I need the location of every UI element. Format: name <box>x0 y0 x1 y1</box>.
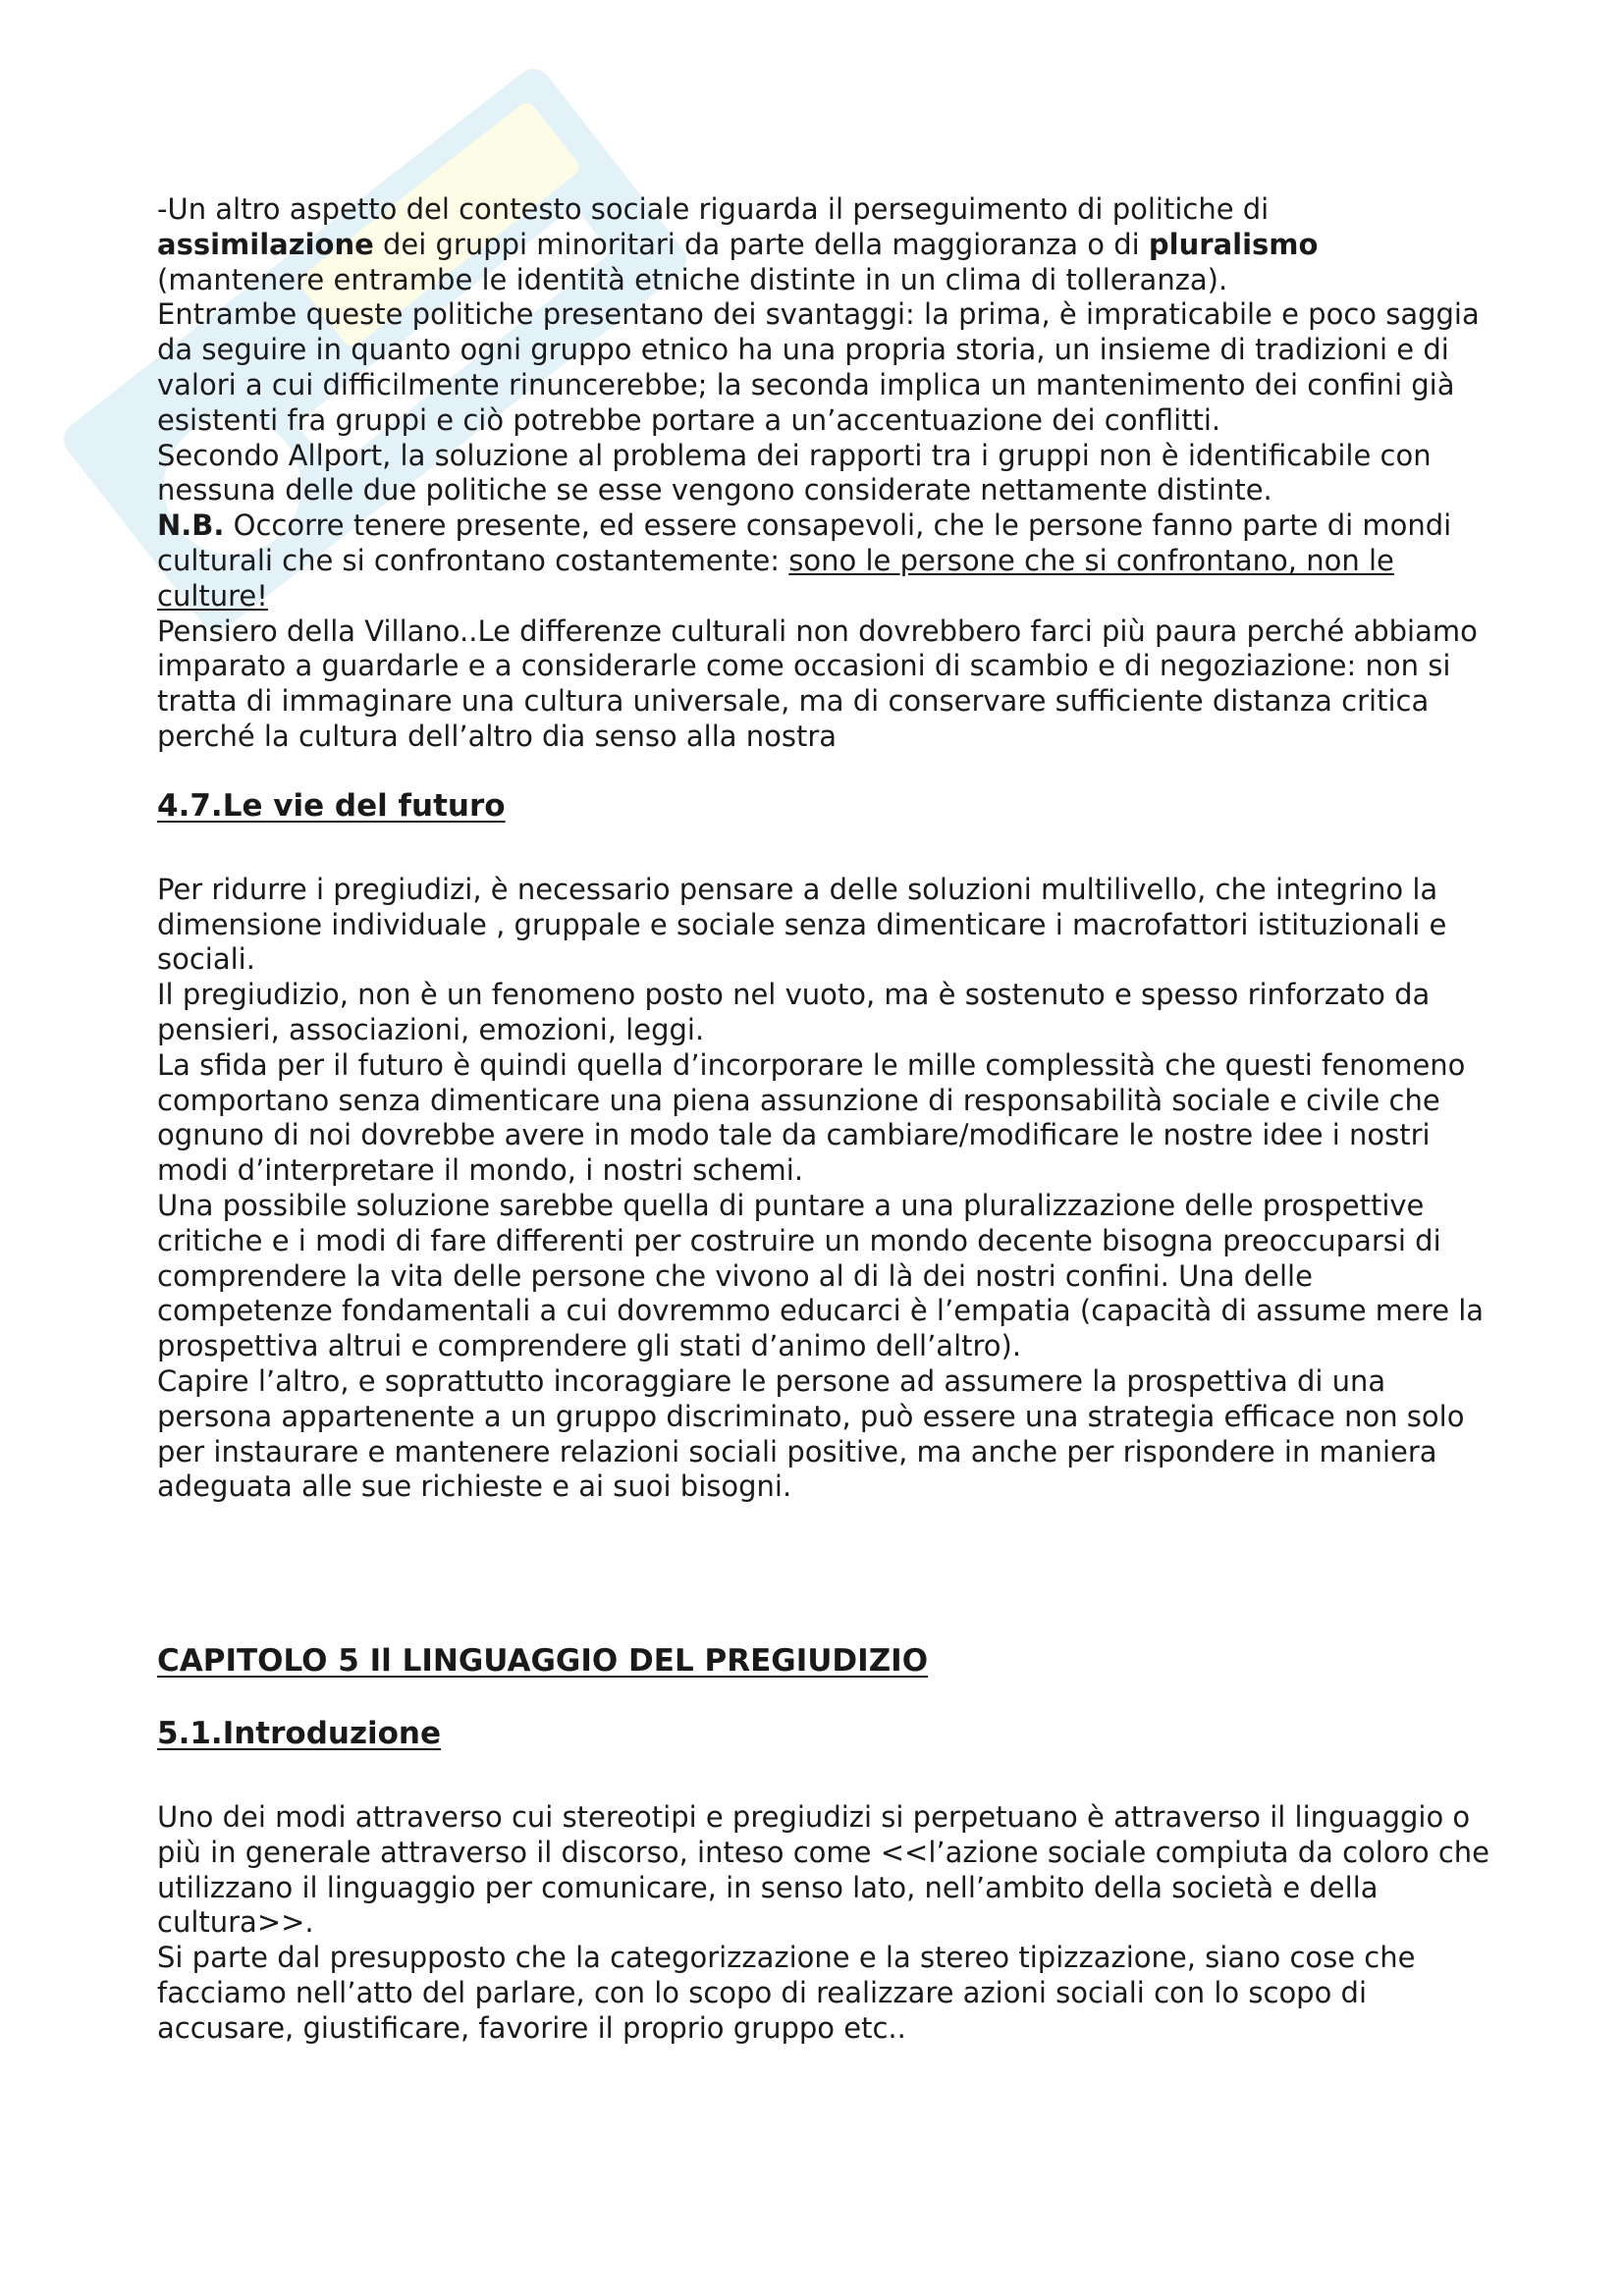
underlined-text: sono le persone che si confrontano, non le culture! <box>157 543 1394 613</box>
paragraph: La sfida per il futuro è quindi quella d’incorporare le mille complessità che questi fenomeno comportano senza dimenticare una piena assunzione di responsabilità sociale e civile che ognuno di noi dovrebbe avere in modo tale da cambiare/modificare le nostre idee i nostri modi d’interpretare il mondo, i nostri schemi. <box>157 1047 1466 1188</box>
text-run: -Un altro aspetto del contesto sociale riguarda il perseguimento di politiche di <box>157 192 1270 226</box>
paragraph: Entrambe queste politiche presentano dei svantaggi: la prima, è impraticabile e poco saggia da seguire in quanto ogni gruppo etnico ha una propria storia, un insieme di tradizioni e di valori a cui difficilmente rinuncerebbe; la seconda implica un mantenimento dei confini già esistenti fra gruppi e ciò potrebbe portare a un’accentuazione dei conflitti. <box>157 297 1480 437</box>
paragraph: Secondo Allport, la soluzione al problema dei rapporti tra i gruppi non è identificabile con nessuna delle due politiche se esse vengono considerate nettamente distinte. <box>157 438 1432 507</box>
section-body <box>157 1800 1492 2047</box>
section-body <box>157 873 1492 1505</box>
section-heading: 4.7.Le vie del futuro <box>157 787 506 824</box>
section-previous <box>157 192 1492 755</box>
chapter-heading: CAPITOLO 5 Il LINGUAGGIO DEL PREGIUDIZIO <box>157 1643 929 1680</box>
document-page <box>157 192 1492 2047</box>
paragraph: Si parte dal presupposto che la categorizzazione e la stereo tipizzazione, siano cose che facciamo nell’atto del parlare, con lo scopo di realizzare azioni sociali con lo scopo di accusare, giustificare, favorire il proprio gruppo etc.. <box>157 1941 1416 2045</box>
bold-term-assimilazione: assimilazione <box>157 227 374 261</box>
text-run: (mantenere entrambe le identità etniche distinte in un clima di tolleranza). <box>157 262 1228 296</box>
paragraph: Per ridurre i pregiudizi, è necessario pensare a delle soluzioni multilivello, che integrino la dimensione individuale , gruppale e sociale senza dimenticare i macrofattori istituzionali e sociali. <box>157 872 1447 977</box>
text-run: dei gruppi minoritari da parte della maggioranza o di <box>373 227 1149 261</box>
paragraph: Capire l’altro, e soprattutto incoraggiare le persone ad assumere la prospettiva di una persona appartenente a un gruppo discriminato, può essere una strategia efficace non solo per instaurare e mantenere relazioni sociali positive, ma anche per rispondere in maniera adeguata alle sue richieste e ai suoi bisogni. <box>157 1363 1465 1504</box>
paragraph: Il pregiudizio, non è un fenomeno posto nel vuoto, ma è sostenuto e spesso rinforzato da pensieri, associazioni, emozioni, leggi. <box>157 978 1431 1046</box>
paragraph: Una possibile soluzione sarebbe quella di puntare a una pluralizzazione delle prospettive critiche e i modi di fare differenti per costruire un mondo decente bisogna preoccuparsi di comprendere la vita delle persone che vivono al di là dei nostri confini. Una delle competenze fondamentali a cui dovremmo educarci è l’empatia (capacità di assume mere la prospettiva altrui e comprendere gli stati d’animo dell’altro). <box>157 1188 1485 1363</box>
note-bene-label: N.B. <box>157 508 225 543</box>
paragraph: Pensiero della Villano..Le differenze culturali non dovrebbero farci più paura perché abbiamo imparato a guardarle e a considerarle come occasioni di scambio e di negoziazione: non si tratta di immaginare una cultura universale, ma di conservare sufficiente distanza critica perché la cultura dell’altro dia senso alla nostra <box>157 614 1478 753</box>
paragraph: Uno dei modi attraverso cui stereotipi e pregiudizi si perpetuano è attraverso il linguaggio o più in generale attraverso il discorso, inteso come <<l’azione sociale compiuta da coloro che utilizzano il linguaggio per comunicare, in senso lato, nell’ambito della società e della cultura>>. <box>157 1800 1490 1940</box>
paragraph <box>157 192 1492 297</box>
bold-term-pluralismo: pluralismo <box>1148 227 1319 261</box>
section-heading: 5.1.Introduzione <box>157 1716 442 1752</box>
paragraph <box>157 508 1492 614</box>
text-run: Occorre tenere presente, ed essere consapevoli, che le persone fanno parte di mondi culturali che si confrontano costantemente: <box>157 508 1452 577</box>
